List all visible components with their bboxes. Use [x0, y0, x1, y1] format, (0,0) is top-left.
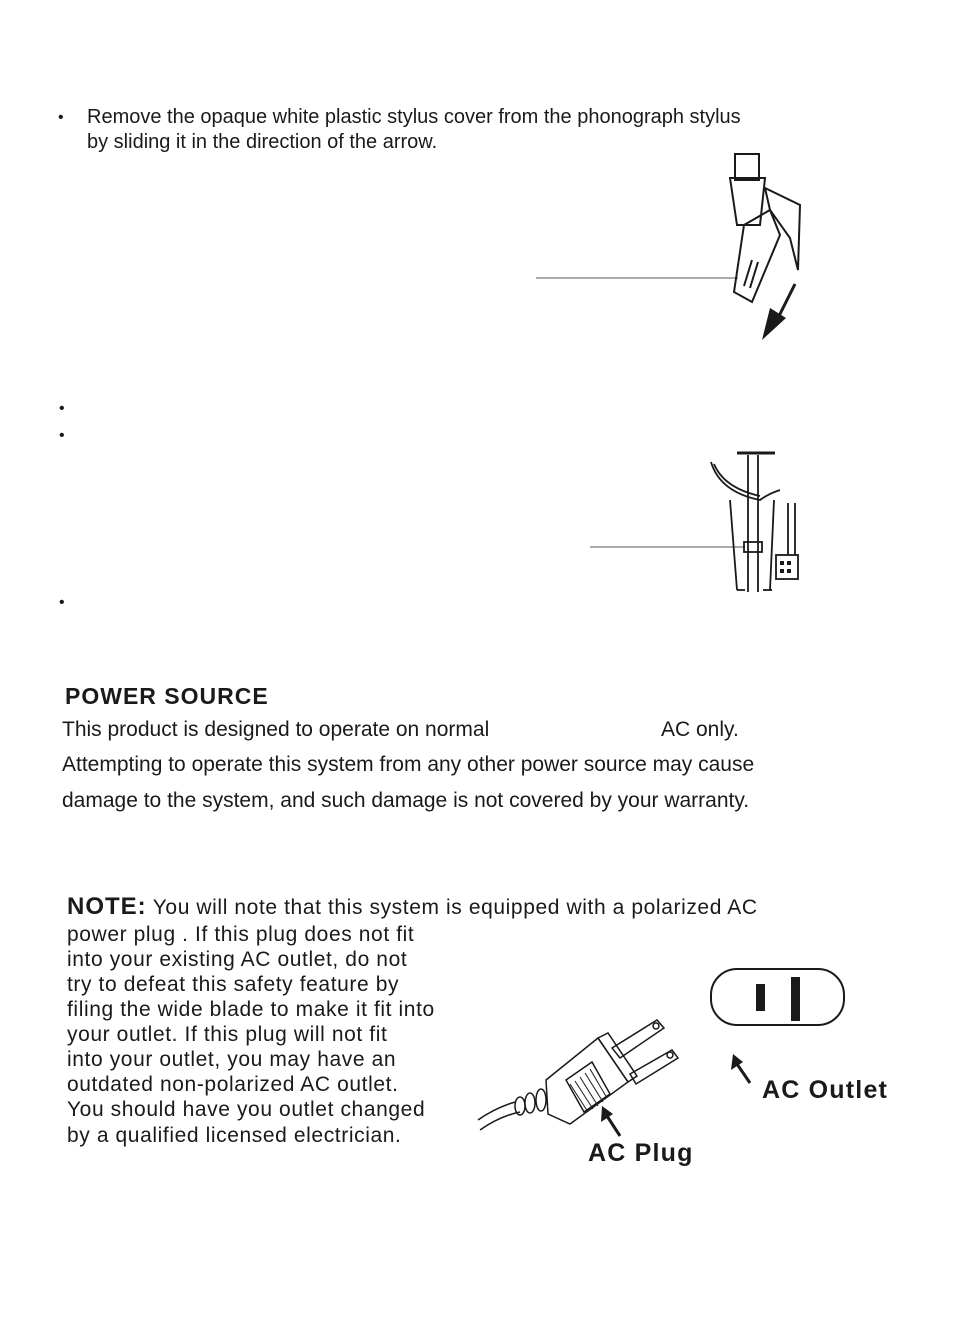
body-line: damage to the system, and such damage is not covered by your warranty. [62, 789, 750, 812]
note-line: You should have you outlet changed [67, 1098, 426, 1121]
note-line: into your outlet, you may have an [67, 1048, 397, 1071]
body-line: AC only. [661, 718, 739, 741]
note-line: into your existing AC outlet, do not [67, 948, 408, 971]
note-line: outdated non-polarized AC outlet. [67, 1073, 399, 1096]
section-heading: POWER SOURCE [65, 683, 269, 709]
ac-outlet-label: AC Outlet [762, 1076, 889, 1104]
instruction-line: Remove the opaque white plastic stylus cover from the phonograph stylus [87, 106, 741, 128]
note-line: by a qualified licensed electrician. [67, 1124, 402, 1147]
note-line: power plug . If this plug does not fit [67, 923, 415, 946]
instruction-line: by sliding it in the direction of the arrow. [87, 131, 438, 153]
bullet: • [58, 109, 64, 126]
bullet: • [59, 400, 65, 417]
body-line: Attempting to operate this system from any other power source may cause [62, 753, 755, 776]
body-line: This product is designed to operate on normal [62, 718, 490, 741]
note-label: NOTE: [67, 893, 147, 920]
bullet: • [59, 594, 65, 611]
note-line: try to defeat this safety feature by [67, 973, 400, 996]
note-text: You will note that this system is equipped with a polarized AC [152, 896, 758, 919]
ac-plug-label: AC Plug [588, 1139, 694, 1167]
note-line: filing the wide blade to make it fit into [67, 998, 435, 1021]
note-line: your outlet. If this plug will not fit [67, 1023, 388, 1046]
bullet: • [59, 427, 65, 444]
